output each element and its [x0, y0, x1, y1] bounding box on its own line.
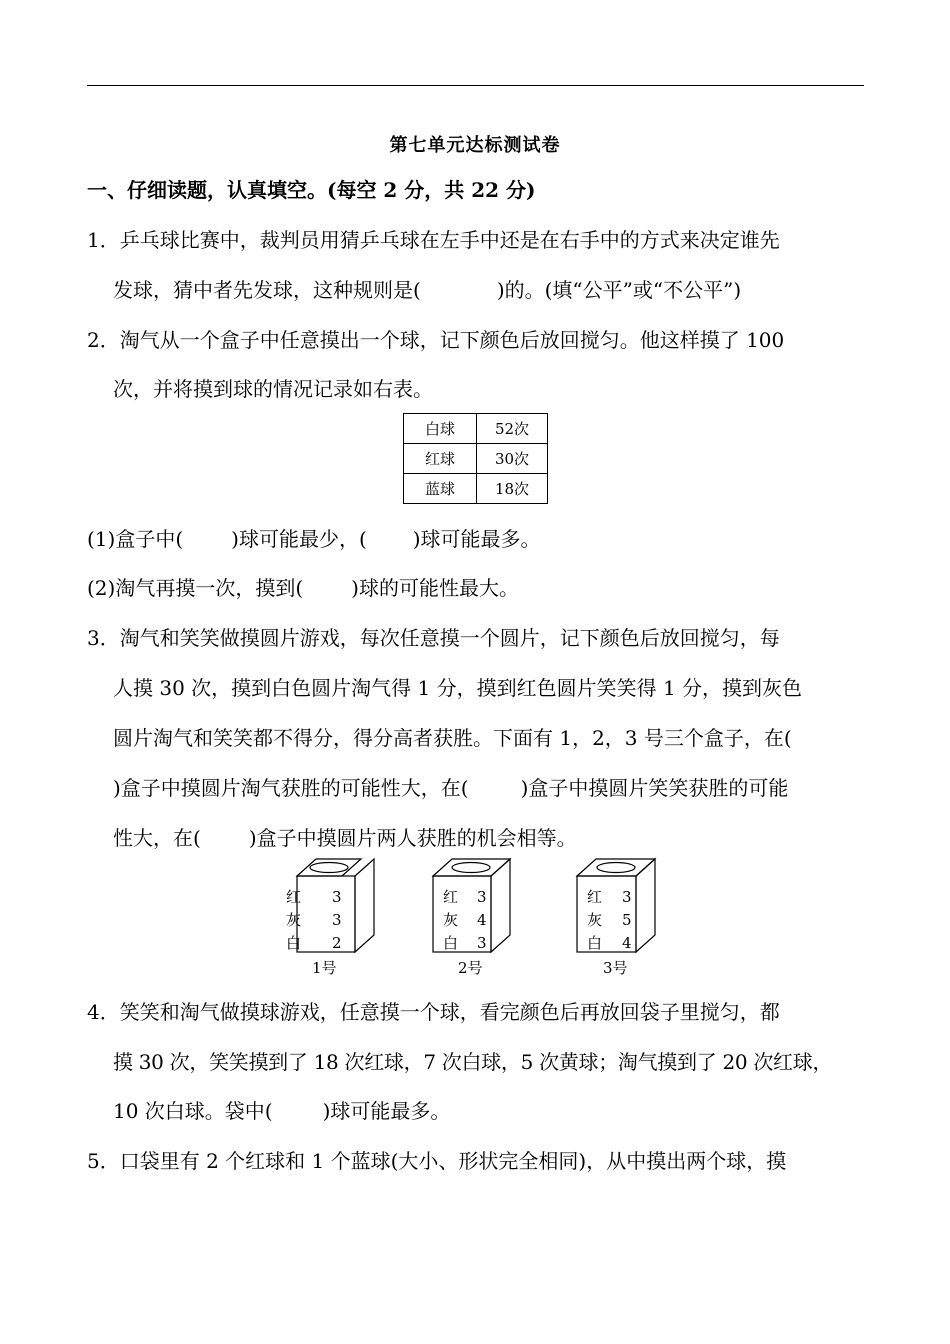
- box-2-row-3-color: 白: [443, 934, 459, 952]
- ball-count-table: [403, 413, 548, 504]
- box-2-row-2-count: 4: [477, 911, 487, 929]
- box-1-label: 1号: [312, 959, 337, 977]
- q3-line4: [113, 774, 788, 802]
- table-cell-color: 红球: [404, 444, 477, 474]
- q4-line3: [113, 1097, 450, 1125]
- q3-line3: 圆片淘气和笑笑都不得分，得分高者获胜。下面有 1，2，3 号三个盒子，在(: [113, 726, 792, 750]
- box-3-side: [636, 859, 655, 952]
- box-3-row-2-color: 灰: [587, 911, 603, 929]
- q2-sub2-text-b: )球的可能性最大。: [351, 576, 519, 600]
- q3-line1: 3．淘气和笑笑做摸圆片游戏，每次任意摸一个圆片，记下颜色后放回搅匀，每: [87, 626, 780, 650]
- q2-sub1-text-b: )球可能最少，(: [231, 527, 367, 551]
- table-row: [404, 414, 548, 444]
- box-2-side: [491, 859, 510, 952]
- box-2-label: 2号: [458, 959, 483, 977]
- q2-sub2: [87, 574, 519, 602]
- header-rule: [87, 85, 864, 86]
- box-1-front: [297, 876, 355, 952]
- q1-text-a: 发球，猜中者先发球，这种规则是(: [113, 278, 421, 302]
- box-3-row-3-count: 4: [622, 934, 632, 952]
- box-3-row-2-count: 5: [622, 911, 632, 929]
- box-2-opening: [452, 863, 490, 873]
- q3-line5-text-a: 性大，在(: [113, 826, 201, 850]
- box-3-row-1-count: 3: [622, 888, 632, 906]
- table-cell-color: 白球: [404, 414, 477, 444]
- table-row: [404, 474, 548, 504]
- q2-line1: 2．淘气从一个盒子中任意摸出一个球，记下颜色后放回搅匀。他这样摸了 100: [87, 328, 785, 352]
- box-1-row-3-color: 白: [286, 934, 302, 952]
- box-1-row-2-color: 灰: [286, 911, 302, 929]
- q4-line2: 摸 30 次，笑笑摸到了 18 次红球，7 次白球，5 次黄球；淘气摸到了 20 次红球，: [113, 1050, 833, 1074]
- q2-sub1-text-a: (1)盒子中(: [87, 527, 184, 551]
- q3-line4-text-a: )盒子中摸圆片淘气获胜的可能性大，在(: [113, 776, 469, 800]
- table-cell-count: 18次: [477, 474, 548, 504]
- q3-line4-text-b: )盒子中摸圆片笑笑获胜的可能: [520, 776, 789, 800]
- q4-line3-text-b: )球可能最多。: [322, 1099, 451, 1123]
- q4-line3-text-a: 10 次白球。袋中(: [113, 1099, 273, 1123]
- box-2-row-1-color: 红: [443, 888, 459, 906]
- box-1-opening: [310, 863, 348, 873]
- box-1-row-1-color: 红: [286, 888, 302, 906]
- q2-sub1-text-c: )球可能最多。: [412, 527, 541, 551]
- q2-sub2-text-a: (2)淘气再摸一次，摸到(: [87, 576, 304, 600]
- box-1-row-2-count: 3: [332, 911, 342, 929]
- table-cell-color: 蓝球: [404, 474, 477, 504]
- box-2-row-1-count: 3: [477, 888, 487, 906]
- q3-line2: 人摸 30 次，摸到白色圆片淘气得 1 分，摸到红色圆片笑笑得 1 分，摸到灰色: [113, 676, 803, 700]
- box-1-top: [297, 859, 361, 876]
- box-3-row-3-color: 白: [587, 934, 603, 952]
- page-title: 第七单元达标测试卷: [389, 135, 561, 156]
- q1-text-b: )的。(填“公平”或“不公平”): [496, 278, 742, 302]
- boxes-svg: [280, 856, 670, 986]
- q1-line2: [113, 276, 741, 304]
- q5-line1: 5．口袋里有 2 个红球和 1 个蓝球(大小、形状完全相同)，从中摸出两个球，摸: [87, 1149, 787, 1173]
- box-3-top: [577, 859, 655, 876]
- q2-sub1: [87, 525, 541, 553]
- box-2-row-2-color: 灰: [443, 911, 459, 929]
- q3-line5-text-b: )盒子中摸圆片两人获胜的机会相等。: [248, 826, 577, 850]
- box-1-row-3-count: 2: [332, 934, 342, 952]
- table-cell-count: 30次: [477, 444, 548, 474]
- section-heading: 一、仔细读题，认真填空。(每空 2 分，共 22 分): [87, 178, 536, 202]
- box-1-row-1-count: 3: [332, 888, 342, 906]
- q2-line2: 次，并将摸到球的情况记录如右表。: [113, 377, 433, 401]
- box-3-label: 3号: [603, 959, 628, 977]
- box-1-side: [355, 859, 374, 952]
- q1-line1: 1．乒乓球比赛中，裁判员用猜乒乓球在左手中还是在右手中的方式来决定谁先: [87, 228, 780, 252]
- box-2-top: [433, 859, 510, 876]
- boxes-figure: [280, 856, 670, 986]
- table-cell-count: 52次: [477, 414, 548, 444]
- q3-line5: [113, 824, 577, 852]
- table-row: [404, 444, 548, 474]
- box-2-row-3-count: 3: [477, 934, 487, 952]
- box-3-opening: [597, 863, 635, 873]
- q4-line1: 4．笑笑和淘气做摸球游戏，任意摸一个球，看完颜色后再放回袋子里搅匀，都: [87, 1000, 780, 1024]
- box-3-row-1-color: 红: [587, 888, 603, 906]
